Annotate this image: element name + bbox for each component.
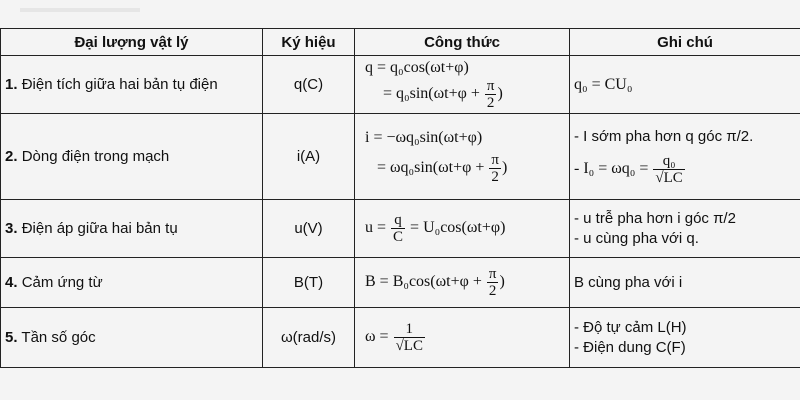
fraction-denominator: 2 [486, 95, 495, 111]
note-line: - u cùng pha với q. [574, 229, 699, 247]
note-cell [570, 258, 800, 308]
fraction-numerator: π [486, 78, 495, 94]
symbol-cell: i(A) [263, 114, 355, 200]
fraction [489, 152, 501, 185]
note-line: q₀ = CU₀ [574, 75, 633, 93]
formula-part: ) [501, 159, 508, 177]
formula-cell [355, 200, 570, 258]
formula-cell [355, 258, 570, 308]
top-strip [0, 0, 800, 28]
symbol-cell: B(T) [263, 258, 355, 308]
note-cell [570, 308, 800, 368]
formula-line [359, 266, 565, 299]
faint-residue [20, 8, 140, 12]
formula-part: = q₀sin(ωt+φ + [383, 85, 484, 103]
fraction [653, 153, 684, 186]
note-line: - I sớm pha hơn q góc π/2. [574, 128, 754, 145]
symbol-cell: q(C) [263, 56, 355, 114]
formula-line: q = q₀cos(ωt+φ) [365, 59, 469, 76]
row-number: 5. [5, 329, 18, 346]
fraction-denominator: C [393, 229, 404, 245]
fraction [394, 321, 425, 354]
header-row [1, 29, 800, 56]
note-cell [570, 114, 800, 200]
row-number: 1. [5, 76, 18, 93]
formula-line [359, 212, 565, 245]
fraction-numerator: 1 [394, 321, 425, 338]
table-row [1, 114, 800, 200]
quantity-cell [1, 114, 263, 200]
header-quantity: Đại lượng vật lý [1, 29, 263, 56]
fraction-denominator: √LC [655, 170, 683, 186]
note-cell [570, 200, 800, 258]
formula-cell [355, 308, 570, 368]
fraction-denominator: √LC [395, 338, 423, 354]
row-number: 2. [5, 148, 18, 165]
note-line: - Điện dung C(F) [574, 338, 686, 356]
quantity-name: Tần số góc [21, 329, 96, 346]
fraction-numerator: π [491, 152, 499, 168]
formula-part: = U₀cos(ωt+φ) [406, 219, 506, 237]
table-row [1, 308, 800, 368]
header-note: Ghi chú [570, 29, 800, 56]
table-row [1, 200, 800, 258]
formula-part: u = [365, 219, 391, 237]
note-line: - u trễ pha hơn i góc π/2 [574, 209, 736, 227]
formula-line [359, 78, 565, 111]
formula-part: ) [497, 85, 503, 103]
quantity-cell [1, 258, 263, 308]
note-line: - Độ tự cảm L(H) [574, 318, 687, 336]
formula-part: ω = [365, 328, 393, 346]
symbol-cell: u(V) [263, 200, 355, 258]
fraction-numerator: q [391, 212, 405, 229]
quantity-cell [1, 308, 263, 368]
formula-part: B = B₀cos(ωt+φ + [365, 273, 486, 291]
quantity-name: Điện tích giữa hai bản tụ điện [21, 76, 218, 93]
fraction-denominator: 2 [491, 169, 499, 185]
quantity-cell [1, 56, 263, 114]
fraction [487, 266, 499, 299]
formula-table [0, 28, 800, 368]
formula-line: i = −ωq₀sin(ωt+φ) [365, 129, 483, 146]
formula-line [359, 152, 565, 185]
table-row [1, 56, 800, 114]
fraction-numerator: π [488, 266, 497, 282]
note-part: - I₀ = ωq₀ = [574, 160, 653, 178]
table-row [1, 258, 800, 308]
note-cell [570, 56, 800, 114]
quantity-name: Dòng điện trong mạch [21, 148, 170, 165]
quantity-name: Cảm ứng từ [21, 274, 103, 291]
quantity-cell [1, 200, 263, 258]
formula-part: ) [499, 273, 505, 291]
note-line [574, 153, 796, 186]
formula-part: = ωq₀sin(ωt+φ + [377, 159, 489, 177]
formula-cell [355, 56, 570, 114]
fraction [485, 78, 497, 111]
fraction [391, 212, 405, 245]
fraction-denominator: 2 [488, 283, 497, 299]
symbol-cell: ω(rad/s) [263, 308, 355, 368]
fraction-numerator: q₀ [653, 153, 684, 170]
header-formula: Công thức [355, 29, 570, 56]
header-symbol: Ký hiệu [263, 29, 355, 56]
formula-line [359, 321, 565, 354]
row-number: 4. [5, 274, 18, 291]
quantity-name: Điện áp giữa hai bản tụ [21, 220, 178, 237]
note-line: B cùng pha với i [574, 273, 683, 291]
formula-cell [355, 114, 570, 200]
row-number: 3. [5, 220, 18, 237]
